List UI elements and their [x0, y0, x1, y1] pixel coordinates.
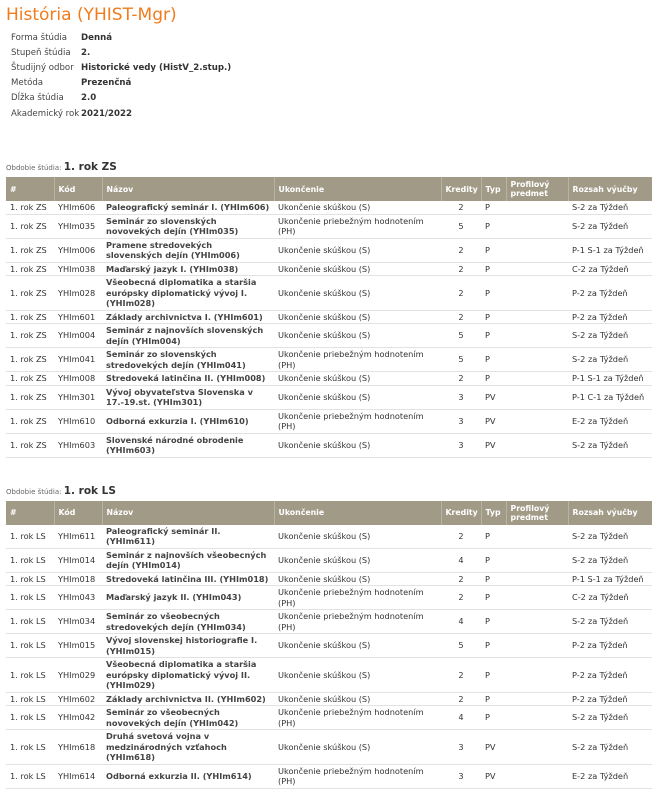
col-credits-cell: 2 — [441, 201, 481, 214]
table-row — [6, 276, 652, 311]
col-profile-header: Profilový predmet — [506, 177, 568, 201]
table-row — [6, 409, 652, 433]
col-type-cell: P — [481, 586, 506, 610]
col-credits-cell: 2 — [441, 372, 481, 386]
col-name-cell: Seminár zo slovenských stredovekých dejín (YHIm041) — [102, 348, 274, 372]
col-number-cell: 1. rok ZS — [6, 324, 54, 348]
col-scope-cell: P-1 S-1 za Týždeň — [568, 372, 652, 386]
col-scope-cell: P-2 za Týždeň — [568, 310, 652, 324]
col-completion-cell: Ukončenie priebežným hodnotením (PH) — [274, 706, 441, 730]
col-profile-cell — [506, 610, 568, 634]
col-name-cell: Odborná exkurzia I. (YHIm610) — [102, 409, 274, 433]
period-heading — [6, 161, 648, 173]
col-number-cell: 1. rok ZS — [6, 214, 54, 238]
col-credits-cell: 4 — [441, 548, 481, 572]
col-profile-cell — [506, 310, 568, 324]
table-row — [6, 324, 652, 348]
col-name-cell: Stredoveká latinčina III. (YHIm018) — [102, 572, 274, 586]
col-code-cell: YHIm611 — [54, 525, 102, 549]
info-value: Prezenčná — [81, 78, 132, 89]
col-scope-cell: C-2 za Týždeň — [568, 262, 652, 276]
col-number-cell: 1. rok ZS — [6, 385, 54, 409]
col-number-cell: 1. rok LS — [6, 692, 54, 706]
col-scope-header: Rozsah výučby — [568, 177, 652, 201]
col-code-cell: YHIm028 — [54, 276, 102, 311]
col-type-cell: P — [481, 548, 506, 572]
col-credits-cell: 3 — [441, 409, 481, 433]
col-completion-cell: Ukončenie skúškou (S) — [274, 385, 441, 409]
col-code-cell: YHIm043 — [54, 586, 102, 610]
col-credits-cell: 5 — [441, 634, 481, 658]
col-number-cell: 1. rok LS — [6, 548, 54, 572]
table-row — [6, 310, 652, 324]
col-type-cell: P — [481, 372, 506, 386]
col-number-cell: 1. rok LS — [6, 525, 54, 549]
page-title: História (YHIST-Mgr) — [6, 5, 177, 25]
col-name-cell: Seminár zo všeobecných novovekých dejín (YHIm042) — [102, 706, 274, 730]
col-type-cell: P — [481, 262, 506, 276]
col-scope-cell: S-2 za Týždeň — [568, 348, 652, 372]
col-profile-cell — [506, 548, 568, 572]
col-completion-cell: Ukončenie priebežným hodnotením (PH) — [274, 610, 441, 634]
col-type-cell: PV — [481, 433, 506, 457]
col-name-cell: Seminár z najnovších slovenských dejín (YHIm004) — [102, 324, 274, 348]
col-profile-cell — [506, 262, 568, 276]
col-code-header: Kód — [54, 177, 102, 201]
table-header-row — [6, 501, 652, 525]
col-credits-header: Kredity — [441, 501, 481, 525]
col-credits-cell: 3 — [441, 764, 481, 788]
col-name-header: Názov — [102, 177, 274, 201]
col-code-cell: YHIm601 — [54, 310, 102, 324]
col-completion-cell: Ukončenie priebežným hodnotením (PH) — [274, 764, 441, 788]
table-row — [6, 658, 652, 693]
info-row — [11, 106, 231, 121]
table-header-row — [6, 177, 652, 201]
col-completion-cell: Ukončenie skúškou (S) — [274, 548, 441, 572]
col-type-cell: PV — [481, 385, 506, 409]
table-row — [6, 548, 652, 572]
col-profile-cell — [506, 324, 568, 348]
col-scope-cell: P-2 za Týždeň — [568, 634, 652, 658]
col-profile-cell — [506, 692, 568, 706]
period-heading — [6, 485, 648, 497]
col-completion-cell: Ukončenie skúškou (S) — [274, 634, 441, 658]
info-value: 2021/2022 — [81, 108, 132, 119]
col-profile-header: Profilový predmet — [506, 501, 568, 525]
col-credits-cell: 2 — [441, 238, 481, 262]
col-scope-cell: P-1 S-1 za Týždeň — [568, 572, 652, 586]
col-profile-cell — [506, 586, 568, 610]
col-credits-cell: 5 — [441, 324, 481, 348]
info-row — [11, 45, 231, 60]
col-scope-header: Rozsah výučby — [568, 501, 652, 525]
period-label: Obdobie štúdia: — [6, 164, 62, 173]
col-name-cell: Druhá svetová vojna v medzinárodných vzťahoch (YHIm618) — [102, 730, 274, 765]
col-type-cell: P — [481, 348, 506, 372]
col-profile-cell — [506, 706, 568, 730]
col-type-cell: P — [481, 692, 506, 706]
col-name-cell: Všeobecná diplomatika a staršia európsky diplomatický vývoj II. (YHIm029) — [102, 658, 274, 693]
col-scope-cell: P-2 za Týždeň — [568, 692, 652, 706]
col-name-cell: Maďarský jazyk I. (YHIm038) — [102, 262, 274, 276]
col-scope-cell: S-2 za Týždeň — [568, 433, 652, 457]
col-name-cell: Seminár zo všeobecných stredovekých dejín (YHIm034) — [102, 610, 274, 634]
col-credits-cell: 4 — [441, 706, 481, 730]
info-label: Študijný odbor — [11, 62, 74, 73]
col-completion-cell: Ukončenie skúškou (S) — [274, 276, 441, 311]
col-number-cell: 1. rok ZS — [6, 409, 54, 433]
col-profile-cell — [506, 433, 568, 457]
col-completion-header: Ukončenie — [274, 177, 441, 201]
col-profile-cell — [506, 214, 568, 238]
col-number-cell: 1. rok ZS — [6, 348, 54, 372]
table-row — [6, 372, 652, 386]
col-code-cell: YHIm004 — [54, 324, 102, 348]
col-code-cell: YHIm015 — [54, 634, 102, 658]
col-credits-cell: 2 — [441, 262, 481, 276]
info-label: Akademický rok — [11, 108, 80, 119]
table-row — [6, 572, 652, 586]
col-name-cell: Paleografický seminár II. (YHIm611) — [102, 525, 274, 549]
col-name-cell: Slovenské národné obrodenie (YHIm603) — [102, 433, 274, 457]
periods-container — [6, 161, 648, 789]
col-number-cell: 1. rok ZS — [6, 238, 54, 262]
col-type-cell: P — [481, 276, 506, 311]
col-credits-cell: 5 — [441, 348, 481, 372]
col-completion-cell: Ukončenie skúškou (S) — [274, 572, 441, 586]
info-label: Dĺžka štúdia — [11, 93, 64, 104]
info-row — [11, 91, 231, 106]
program-info-table — [11, 30, 231, 121]
col-completion-header: Ukončenie — [274, 501, 441, 525]
col-code-cell: YHIm006 — [54, 238, 102, 262]
col-code-cell: YHIm301 — [54, 385, 102, 409]
col-type-header: Typ — [481, 177, 506, 201]
col-profile-cell — [506, 276, 568, 311]
col-code-cell: YHIm603 — [54, 433, 102, 457]
col-type-cell: PV — [481, 409, 506, 433]
info-label: Metóda — [11, 78, 44, 89]
col-scope-cell: S-2 za Týždeň — [568, 706, 652, 730]
col-completion-cell: Ukončenie skúškou (S) — [274, 201, 441, 214]
col-type-cell: P — [481, 214, 506, 238]
col-number-cell: 1. rok LS — [6, 634, 54, 658]
col-completion-cell: Ukončenie skúškou (S) — [274, 730, 441, 765]
col-type-cell: P — [481, 634, 506, 658]
col-scope-cell: C-2 za Týždeň — [568, 586, 652, 610]
col-type-cell: PV — [481, 730, 506, 765]
col-credits-cell: 5 — [441, 214, 481, 238]
col-number-cell: 1. rok LS — [6, 610, 54, 634]
col-type-cell: P — [481, 310, 506, 324]
col-name-cell: Vývoj obyvateľstva Slovenska v 17.-19.st. (YHIm301) — [102, 385, 274, 409]
col-credits-cell: 2 — [441, 310, 481, 324]
col-type-cell: P — [481, 201, 506, 214]
info-value: Denná — [81, 32, 112, 43]
col-scope-cell: S-2 za Týždeň — [568, 324, 652, 348]
table-row — [6, 586, 652, 610]
col-number-cell: 1. rok LS — [6, 586, 54, 610]
col-type-cell: P — [481, 525, 506, 549]
col-type-header: Typ — [481, 501, 506, 525]
col-code-cell: YHIm042 — [54, 706, 102, 730]
col-credits-cell: 2 — [441, 658, 481, 693]
table-row — [6, 730, 652, 765]
table-row — [6, 764, 652, 788]
period-value: 1. rok LS — [63, 484, 116, 497]
col-credits-cell: 2 — [441, 276, 481, 311]
col-type-cell: P — [481, 572, 506, 586]
col-name-cell: Pramene stredovekých slovenských dejín (YHIm006) — [102, 238, 274, 262]
col-name-cell: Maďarský jazyk II. (YHIm043) — [102, 586, 274, 610]
table-row — [6, 634, 652, 658]
col-profile-cell — [506, 658, 568, 693]
col-profile-cell — [506, 409, 568, 433]
col-code-cell: YHIm008 — [54, 372, 102, 386]
table-row — [6, 238, 652, 262]
col-credits-cell: 2 — [441, 692, 481, 706]
col-name-cell: Stredoveká latinčina II. (YHIm008) — [102, 372, 274, 386]
col-name-cell: Všeobecná diplomatika a staršia európsky diplomatický vývoj I. (YHIm028) — [102, 276, 274, 311]
col-scope-cell: P-2 za Týždeň — [568, 658, 652, 693]
col-credits-cell: 2 — [441, 572, 481, 586]
col-number-header: # — [6, 501, 54, 525]
col-number-cell: 1. rok LS — [6, 658, 54, 693]
col-code-cell: YHIm610 — [54, 409, 102, 433]
col-scope-cell: P-1 C-1 za Týždeň — [568, 385, 652, 409]
col-completion-cell: Ukončenie skúškou (S) — [274, 433, 441, 457]
col-number-cell: 1. rok LS — [6, 706, 54, 730]
table-row — [6, 201, 652, 214]
col-completion-cell: Ukončenie skúškou (S) — [274, 262, 441, 276]
col-name-cell: Seminár zo slovenských novovekých dejín (YHIm035) — [102, 214, 274, 238]
col-completion-cell: Ukončenie skúškou (S) — [274, 324, 441, 348]
col-profile-cell — [506, 238, 568, 262]
col-scope-cell: S-2 za Týždeň — [568, 610, 652, 634]
period-label: Obdobie štúdia: — [6, 487, 62, 496]
info-row — [11, 60, 231, 75]
col-scope-cell: S-2 za Týždeň — [568, 201, 652, 214]
col-number-cell: 1. rok LS — [6, 730, 54, 765]
col-scope-cell: S-2 za Týždeň — [568, 730, 652, 765]
subjects-table — [6, 177, 652, 458]
col-type-cell: P — [481, 238, 506, 262]
col-credits-cell: 2 — [441, 586, 481, 610]
col-code-cell: YHIm606 — [54, 201, 102, 214]
col-scope-cell: E-2 za Týždeň — [568, 764, 652, 788]
col-name-cell: Paleografický seminár I. (YHIm606) — [102, 201, 274, 214]
table-row — [6, 385, 652, 409]
col-completion-cell: Ukončenie skúškou (S) — [274, 372, 441, 386]
subjects-table — [6, 501, 652, 789]
col-completion-cell: Ukončenie priebežným hodnotením (PH) — [274, 348, 441, 372]
col-code-cell: YHIm014 — [54, 548, 102, 572]
col-scope-cell: S-2 za Týždeň — [568, 214, 652, 238]
col-code-cell: YHIm614 — [54, 764, 102, 788]
table-row — [6, 348, 652, 372]
col-credits-header: Kredity — [441, 177, 481, 201]
table-row — [6, 706, 652, 730]
col-profile-cell — [506, 572, 568, 586]
col-name-cell: Základy archivnictva II. (YHIm602) — [102, 692, 274, 706]
col-name-header: Názov — [102, 501, 274, 525]
col-number-cell: 1. rok ZS — [6, 276, 54, 311]
col-type-cell: PV — [481, 764, 506, 788]
col-scope-cell: E-2 za Týždeň — [568, 409, 652, 433]
col-completion-cell: Ukončenie skúškou (S) — [274, 525, 441, 549]
col-credits-cell: 3 — [441, 730, 481, 765]
col-code-cell: YHIm029 — [54, 658, 102, 693]
col-code-cell: YHIm035 — [54, 214, 102, 238]
info-row — [11, 30, 231, 45]
col-code-cell: YHIm618 — [54, 730, 102, 765]
col-code-cell: YHIm034 — [54, 610, 102, 634]
col-profile-cell — [506, 372, 568, 386]
col-number-cell: 1. rok ZS — [6, 433, 54, 457]
table-row — [6, 433, 652, 457]
col-code-cell: YHIm041 — [54, 348, 102, 372]
col-scope-cell: S-2 za Týždeň — [568, 548, 652, 572]
info-row — [11, 76, 231, 91]
col-completion-cell: Ukončenie skúškou (S) — [274, 238, 441, 262]
col-name-cell: Odborná exkurzia II. (YHIm614) — [102, 764, 274, 788]
col-profile-cell — [506, 764, 568, 788]
col-name-cell: Seminár z najnovších všeobecných dejín (YHIm014) — [102, 548, 274, 572]
col-code-cell: YHIm602 — [54, 692, 102, 706]
col-profile-cell — [506, 730, 568, 765]
col-type-cell: P — [481, 324, 506, 348]
col-code-cell: YHIm018 — [54, 572, 102, 586]
col-completion-cell: Ukončenie priebežným hodnotením (PH) — [274, 586, 441, 610]
col-number-cell: 1. rok ZS — [6, 201, 54, 214]
col-completion-cell: Ukončenie priebežným hodnotením (PH) — [274, 214, 441, 238]
col-credits-cell: 4 — [441, 610, 481, 634]
info-label: Forma štúdia — [11, 32, 68, 43]
col-completion-cell: Ukončenie priebežným hodnotením (PH) — [274, 409, 441, 433]
col-name-cell: Vývoj slovenskej historiografie I. (YHIm015) — [102, 634, 274, 658]
col-completion-cell: Ukončenie skúškou (S) — [274, 658, 441, 693]
col-profile-cell — [506, 525, 568, 549]
col-code-header: Kód — [54, 501, 102, 525]
col-number-header: # — [6, 177, 54, 201]
col-type-cell: P — [481, 658, 506, 693]
col-credits-cell: 3 — [441, 433, 481, 457]
col-type-cell: P — [481, 610, 506, 634]
col-scope-cell: P-1 S-1 za Týždeň — [568, 238, 652, 262]
col-name-cell: Základy archivnictva I. (YHIm601) — [102, 310, 274, 324]
col-profile-cell — [506, 385, 568, 409]
info-value: Historické vedy (HistV_2.stup.) — [81, 62, 232, 73]
col-scope-cell: P-2 za Týždeň — [568, 276, 652, 311]
table-row — [6, 610, 652, 634]
col-number-cell: 1. rok LS — [6, 572, 54, 586]
info-value: 2.0 — [81, 93, 97, 104]
col-profile-cell — [506, 634, 568, 658]
col-type-cell: P — [481, 706, 506, 730]
col-credits-cell: 2 — [441, 525, 481, 549]
table-row — [6, 214, 652, 238]
col-number-cell: 1. rok ZS — [6, 262, 54, 276]
table-row — [6, 692, 652, 706]
col-credits-cell: 3 — [441, 385, 481, 409]
col-completion-cell: Ukončenie skúškou (S) — [274, 310, 441, 324]
col-number-cell: 1. rok LS — [6, 764, 54, 788]
table-row — [6, 525, 652, 549]
col-scope-cell: S-2 za Týždeň — [568, 525, 652, 549]
col-number-cell: 1. rok ZS — [6, 372, 54, 386]
table-row — [6, 262, 652, 276]
col-code-cell: YHIm038 — [54, 262, 102, 276]
info-label: Stupeň štúdia — [11, 47, 71, 58]
col-number-cell: 1. rok ZS — [6, 310, 54, 324]
info-value: 2. — [81, 47, 91, 58]
col-profile-cell — [506, 201, 568, 214]
col-completion-cell: Ukončenie skúškou (S) — [274, 692, 441, 706]
col-profile-cell — [506, 348, 568, 372]
period-value: 1. rok ZS — [63, 161, 117, 174]
